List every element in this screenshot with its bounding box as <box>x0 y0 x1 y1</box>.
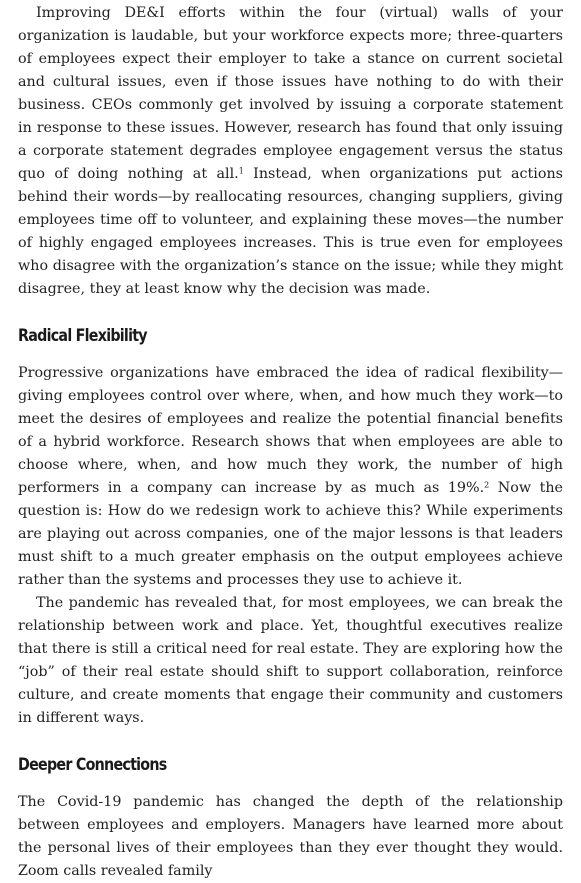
intro-paragraph <box>18 2 563 301</box>
document-page <box>18 2 563 883</box>
section-heading-radical-flexibility: Radical Flexibility <box>18 326 147 346</box>
footnote-ref-2: 2 <box>484 480 490 490</box>
intro-text-part2: Instead, when organizations put actions behind their words—by reallocating resources, changing suppliers, giving employees time off to volunteer, and explaining these moves—the number of highly engaged employees increases. This is true even for employees who disagree with the organization’s stance on the issue; while they might disagree, they at least know why the decision was made. <box>18 166 563 297</box>
footnote-ref-1: 1 <box>238 166 244 176</box>
section-heading-deeper-connections: Deeper Connections <box>18 755 167 775</box>
radical-flexibility-paragraph-1 <box>18 362 563 592</box>
intro-text-part1: Improving DE&I efforts within the four (virtual) walls of your organization is laudable, but your workforce expects more; three-quarters of employees expect their employer to take a stance on current societal and cultural issues, even if those issues have nothing to do with their business. CEOs commonly get involved by issuing a corporate statement in response to these issues. However, research has found that only issuing a corporate statement degrades employee engagement versus the status quo of doing nothing at all. <box>18 5 563 182</box>
radical-flexibility-p1-part2: Now the question is: How do we redesign work to achieve this? While experiments are playing out across companies, one of the major lessons is that leaders must shift to a much greater emphasis on the output employees achieve rather than the systems and processes they use to achieve it. <box>18 480 563 588</box>
deeper-connections-paragraph-1: The Covid-19 pandemic has changed the depth of the relationship between employees and employers. Managers have learned more about the personal lives of their employees than they ever thought they would. Zoom calls revealed family <box>18 794 563 879</box>
radical-flexibility-p1-part1: Progressive organizations have embraced the idea of radical flexibility—giving employees control over where, when, and how much they work—to meet the desires of employees and realize the potential financial benefits of a hybrid workforce. Research shows that when employees are able to choose where, when, and how much they work, the number of high performers in a company can increase by as much as 19%. <box>18 365 563 496</box>
radical-flexibility-paragraph-2: The pandemic has revealed that, for most employees, we can break the relationship between work and place. Yet, thoughtful executives realize that there is still a critical need for real estate. They are exploring how the “job” of their real estate should shift to support collaboration, reinforce culture, and create moments that engage their community and customers in different ways. <box>18 595 563 726</box>
